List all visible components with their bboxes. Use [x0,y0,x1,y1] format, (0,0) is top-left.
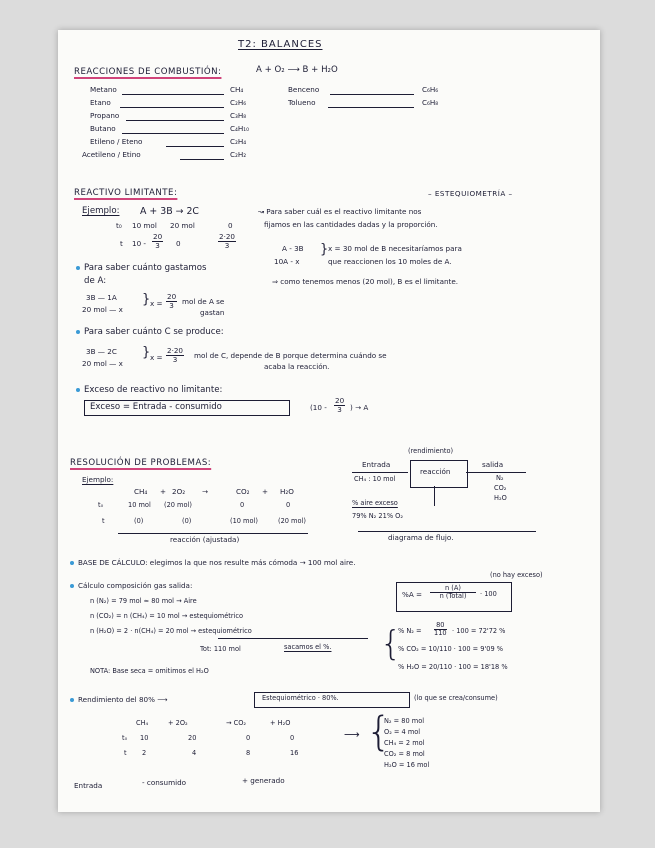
percent-co2: % CO₂ = 10/110 · 100 = 9'09 % [398,645,504,653]
row-t0-cell: (20 mol) [164,501,192,509]
gastan-frac: $\frac{20}{3}$ [167,292,177,310]
fuel-name: Etileno / Eteno [90,137,143,146]
species: → [202,487,209,496]
exceso-calc: (10 - [310,403,327,412]
percent-n2-tail: · 100 = 72'72 % [452,627,506,635]
r-result: CH₄ = 2 mol [384,739,425,747]
fuel-name: Acetileno / Etino [82,150,141,159]
esteq-calc-2: 10A - x [274,257,300,266]
brace-icon: { [366,709,392,755]
r-result: CO₂ = 8 mol [384,750,425,758]
brace-icon: } [142,292,151,307]
bullet-produce: Para saber cuánto C se produce: [76,327,224,337]
fuel-name: Tolueno [288,98,316,107]
percent-h2o: % H₂O = 20/110 · 100 = 18'18 % [398,663,508,671]
esteq-calc-3: x = 30 mol de B necesitaríamos para [328,244,462,253]
row-t-label: t [120,239,123,248]
esteq-conclusion: ⇒ como tenemos menos (20 mol), B es el limitante. [272,277,459,286]
gastan-tail: mol de A se [182,297,225,306]
row-t0-cell: 0 [240,501,245,509]
row-t0-label: t₀ [116,221,122,230]
fuel-formula: C₄H₁₀ [230,124,250,133]
row-t0-c: 0 [228,221,233,230]
r-row-t: 2 [142,749,147,757]
no-exceso: (no hay exceso) [490,571,543,579]
ejemplo-label: Ejemplo: [82,475,114,484]
species: 2O₂ [172,487,186,496]
fill-line [126,120,224,121]
bottom-entrada: Entrada [74,781,103,790]
rendimiento-box-label: Estequiométrico · 80%. [262,694,339,702]
percent-n2-label: % N₂ = [398,627,422,635]
bullet-exceso: Exceso de reactivo no limitante: [76,385,222,395]
produce-tail: mol de C, depende de B porque determina cuándo se [194,351,387,360]
rendimiento-label: (rendimiento) [408,447,454,455]
rendimiento-tail: (lo que se crea/consume) [414,694,498,702]
row-t-cell: (20 mol) [278,517,306,525]
combustion-heading: REACCIONES DE COMBUSTIÓN: [74,67,222,77]
fuel-formula: C₂H₂ [230,150,247,159]
problemas-heading: RESOLUCIÓN DE PROBLEMAS: [70,458,212,468]
notebook-page [58,30,600,812]
r-row-t0: 20 [188,734,197,742]
r-species: → CO₂ [226,719,247,727]
n-line: n (N₂) = 79 mol ≈ 80 mol → Aire [90,597,197,605]
aire-label: % aire exceso [352,499,398,507]
r-species: + H₂O [270,719,291,727]
fill-line [180,159,224,160]
r-row-t: t [124,749,127,757]
esteq-calc-1: A - 3B [282,244,304,253]
divider [118,533,308,534]
composicion-heading: Cálculo composición gas salida: [70,582,192,591]
species: + [262,487,269,496]
row-t0-label: t₀ [98,501,104,509]
r-row-t0: 0 [290,734,295,742]
page-title: T2: BALANCES [238,39,323,50]
percent-formula-label: %A = [402,590,423,599]
salida-item: CO₂ [494,484,507,492]
fill-line [166,146,224,147]
row-t-a-frac: $\frac{20}{3}$ [153,232,163,250]
species: + [160,487,167,496]
r-result: N₂ = 80 mol [384,717,425,725]
species: CH₄ [134,487,148,496]
fuel-formula: CH₄ [230,85,244,94]
r-result: H₂O = 16 mol [384,761,430,769]
bullet-gastan: Para saber cuánto gastamos [76,263,207,273]
row-t0-a: 10 mol [132,221,157,230]
row-t0-cell: 0 [286,501,291,509]
percent-formula-frac: $\frac{n (A)}{\text{n (Total)}}$ [430,585,476,600]
row-t-b: 0 [176,239,181,248]
row-t-cell: (0) [134,517,144,525]
row-t0-b: 20 mol [170,221,195,230]
divider [358,531,536,532]
aire-comp: 79% N₂ 21% O₂ [352,512,404,520]
n-line: n (CO₂) = n (CH₄) = 10 mol → estequiométrico [90,612,244,620]
row-t0-cell: 10 mol [128,501,151,509]
percent-formula-tail: · 100 [480,590,497,598]
produce-row2: 20 mol — x [82,359,123,368]
salida-label: salida [482,460,504,469]
fill-line [122,133,224,134]
diagram-label: diagrama de flujo. [388,533,454,542]
r-row-t: 8 [246,749,251,757]
produce-tail-2: acaba la reacción. [264,362,330,371]
fuel-formula: C₂H₄ [230,137,247,146]
brace-icon: } [142,345,151,360]
gastan-tail-2: gastan [200,308,225,317]
fill-line [122,94,224,95]
bullet-dot [76,266,80,270]
row-t-label: t [102,517,105,525]
bullet-gastan-cont: de A: [84,276,107,286]
r-result: O₂ = 4 mol [384,728,421,736]
base-calculo: BASE DE CÁLCULO: elegimos la que nos resulte más cómoda → 100 mol aire. [70,559,356,568]
produce-row1: 3B — 2C [86,347,117,356]
fuel-formula: C₃H₈ [230,111,247,120]
entrada-sub: CH₄ : 10 mol [354,475,396,483]
fill-line [120,107,224,108]
esteq-text-1: ↝ Para saber cuál es el reactivo limitante nos [258,207,422,216]
brace-icon: } [320,242,329,257]
r-row-t: 16 [290,749,299,757]
gastan-row1: 3B — 1A [86,293,117,302]
combustion-equation: A + O₂ ⟶ B + H₂O [256,65,338,75]
exceso-calc-tail: ) → A [350,403,369,412]
row-t-cell: (10 mol) [230,517,258,525]
air-feed-line [434,486,435,506]
produce-x: x = [150,353,163,362]
limitante-reaction: A + 3B → 2C [140,206,199,217]
bullet-dot [70,698,74,702]
r-row-t: 4 [192,749,197,757]
rendimiento-line: Rendimiento del 80% ⟶ [70,696,168,705]
ejemplo-label: Ejemplo: [82,206,120,216]
fuel-formula: C₂H₆ [230,98,247,107]
r-row-t0: 0 [246,734,251,742]
exceso-calc-frac: $\frac{20}{3}$ [335,396,345,414]
bullet-dot [76,388,80,392]
r-row-t0: 10 [140,734,149,742]
salida-item: N₂ [496,474,504,482]
fuel-formula: C₆H₆ [422,85,439,94]
bullet-dot [70,584,74,588]
brace-icon: { [380,624,402,664]
inlet-arrow [352,472,408,473]
esteq-heading: – ESTEQUIOMETRÍA – [428,189,513,198]
r-species: CH₄ [136,719,149,727]
arrow-icon: ⟶ [344,728,360,741]
fuel-name: Metano [90,85,117,94]
species: H₂O [280,487,294,496]
reaction-box-label: reacción [420,467,451,476]
fuel-formula: C₆H₈ [422,98,439,107]
tot: Tot: 110 mol [200,645,241,653]
bottom-consumido: - consumido [142,778,187,787]
percent-n2-frac: $\frac{80}{110}$ [434,621,447,637]
produce-frac: $\frac{2\cdot 20}{3}$ [167,346,184,364]
gastan-row2: 20 mol — x [82,305,123,314]
bullet-dot [76,330,80,334]
r-row-t0: t₀ [122,734,128,742]
esteq-text-2: fijamos en las cantidades dadas y la proporción. [264,220,438,229]
row-t-cell: (0) [182,517,192,525]
sum-line [218,638,368,639]
reaction-label: reacción (ajustada) [170,535,240,544]
sacamos: sacamos el %. [284,643,332,651]
salida-item: H₂O [494,494,507,502]
row-t-c-frac: $\frac{2\cdot 20}{3}$ [219,232,236,250]
bullet-dot [70,561,74,565]
row-t-a: 10 - [132,239,147,248]
n-line: n (H₂O) = 2 · n(CH₄) = 20 mol → estequiométrico [90,627,252,635]
bottom-generado: + generado [242,776,285,785]
outlet-arrow [466,472,526,473]
fuel-name: Etano [90,98,111,107]
fuel-name: Propano [90,111,120,120]
fuel-name: Butano [90,124,116,133]
esteq-calc-4: que reaccionen los 10 moles de A. [328,257,452,266]
fill-line [328,107,414,108]
limitante-heading: REACTIVO LIMITANTE: [74,188,178,198]
nota: NOTA: Base seca = omitimos el H₂O [90,667,209,675]
exceso-formula: Exceso = Entrada - consumido [90,402,222,412]
species: CO₂ [236,487,250,496]
entrada-label: Entrada [362,460,391,469]
fill-line [330,94,414,95]
r-species: + 2O₂ [168,719,188,727]
gastan-x: x = [150,299,163,308]
fuel-name: Benceno [288,85,320,94]
